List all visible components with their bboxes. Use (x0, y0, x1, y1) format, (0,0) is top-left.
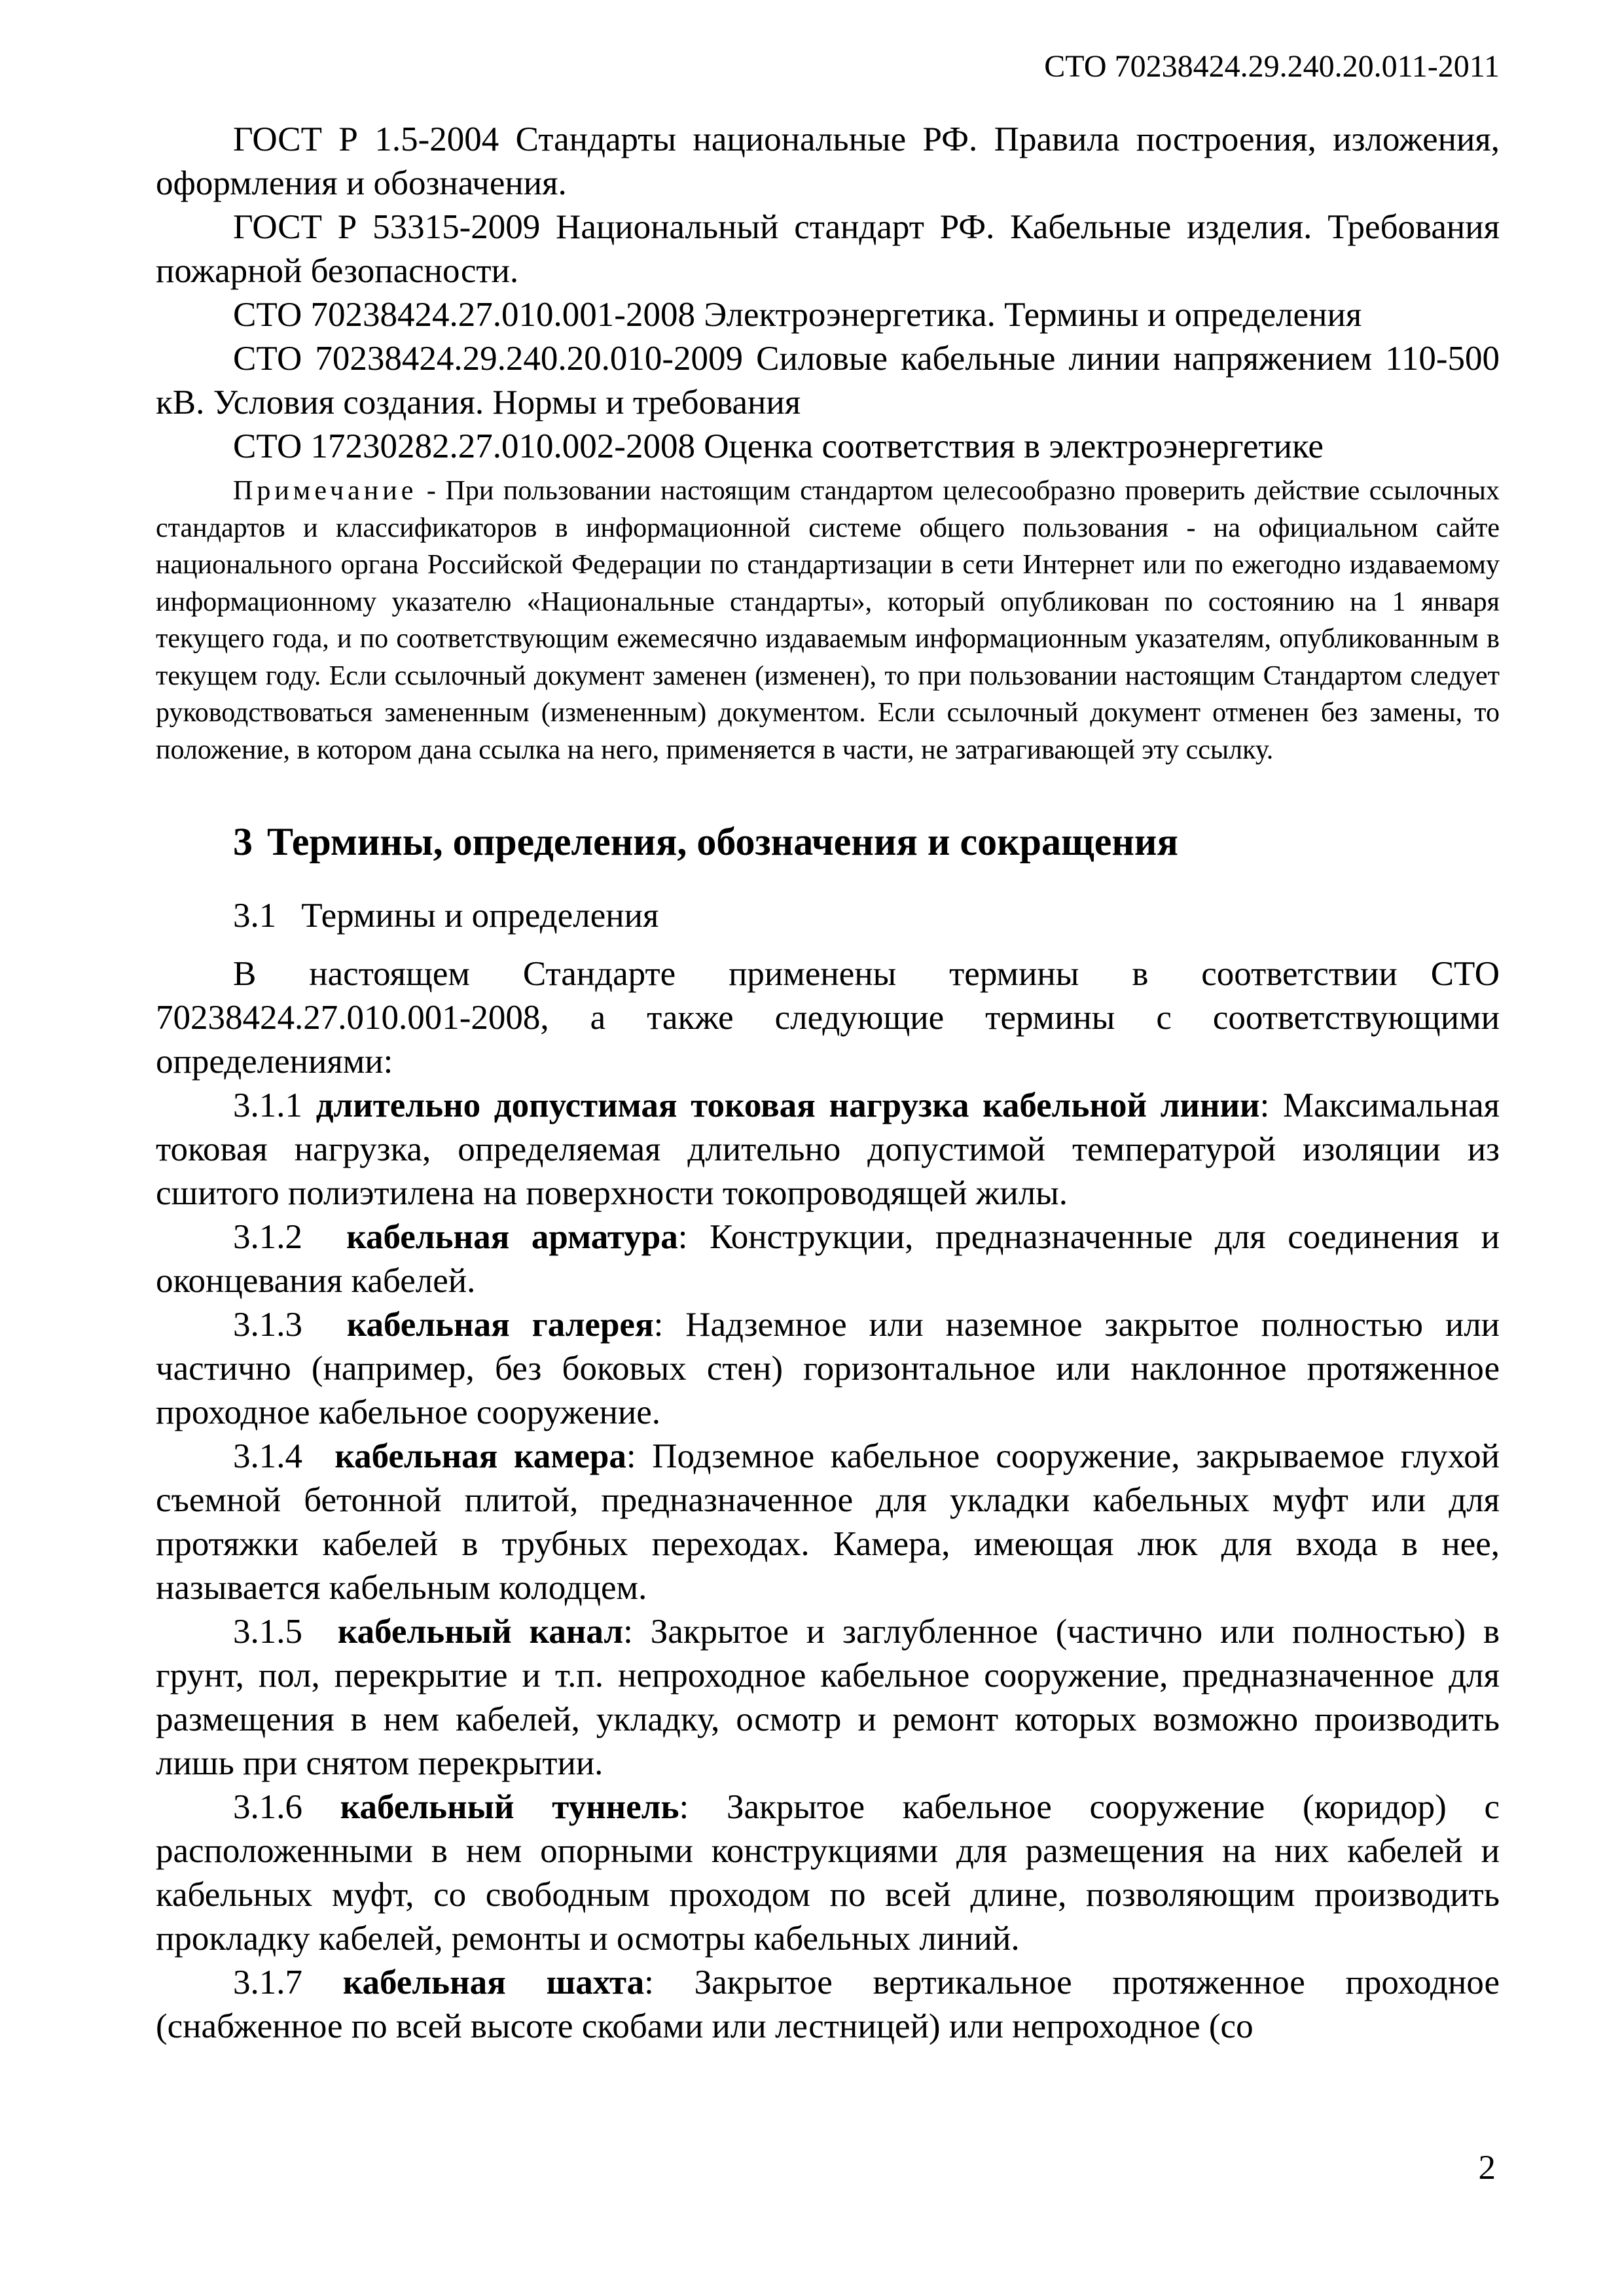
note-label: Примечание (233, 476, 418, 506)
term-name: кабельная арматура (346, 1218, 678, 1256)
term-entry (156, 1785, 1500, 1961)
intro-paragraph (156, 952, 1500, 1084)
term-entry (156, 1084, 1500, 1215)
term-entry (156, 1303, 1500, 1435)
term-number: 3.1.5 (233, 1613, 302, 1651)
term-entry (156, 1435, 1500, 1610)
term-name: кабельная шахта (342, 1964, 645, 2001)
term-name: кабельный канал (337, 1613, 624, 1651)
term-entry (156, 1961, 1500, 2049)
term-number: 3.1.4 (233, 1437, 302, 1475)
page-content (156, 118, 1500, 2049)
reference-sto-27-010-002: СТО 17230282.27.010.002-2008 Оценка соответствия в электроэнергетике (233, 427, 1324, 465)
note-text: - При пользовании настоящим стандартом целесообразно проверить действие ссылочных стандартов и классификаторов в информационной системе общего пользования - на официальном сайте национального органа Российской Федерации по стандартизации в сети Интернет или по ежегодно издаваемому информационному указателю «Национальные стандарты», который опубликован по состоянию на 1 января текущего года, и по соответствующим ежемесячно издаваемым информационным указателям, опубликованным в текущем году. Если ссылочный документ заменен (изменен), то при пользовании настоящим Стандартом следует руководствоваться замененным (измененным) документом. Если ссылочный документ отменен без замены, то положение, в котором дана ссылка на него, применяется в части, не затрагивающей эту ссылку. (156, 476, 1500, 765)
term-entry (156, 1610, 1500, 1785)
term-name: кабельная камера (334, 1437, 626, 1475)
subsection-number: 3.1 (233, 897, 277, 935)
document-code-header: СТО 70238424.29.240.20.011-2011 (1044, 49, 1500, 84)
term-definition: : Закрытое кабельное сооружение (коридор) с расположенными в нем опорными конструкциями для размещения на них кабелей и кабельных муфт, со свободным проходом по всей длине, позволяющим производить прокладку кабелей, ремонты и осмотры кабельных линий. (156, 1788, 1500, 1958)
term-number: 3.1.7 (233, 1964, 302, 2001)
reference-sto-29-240-20-010: СТО 70238424.29.240.20.010-2009 Силовые кабельные линии напряжением 110-500 кВ. Условия создания. Нормы и требования (156, 340, 1500, 422)
section-title: Термины, определения, обозначения и сокращения (267, 820, 1178, 863)
term-name: длительно допустимая токовая нагрузка кабельной линии (316, 1086, 1260, 1124)
term-entry (156, 1215, 1500, 1303)
term-number: 3.1.3 (233, 1306, 302, 1344)
subsection-title: Термины и определения (301, 897, 659, 935)
term-name: кабельный туннель (340, 1788, 679, 1826)
section-number: 3 (233, 820, 253, 863)
term-name: кабельная галерея (346, 1306, 654, 1344)
term-definition: : Надземное или наземное закрытое полностью или частично (например, без боковых стен) горизонтальное или наклонное протяженное проходное кабельное сооружение. (156, 1306, 1500, 1431)
term-definition: : Закрытое и заглубленное (частично или полностью) в грунт, пол, перекрытие и т.п. непроходное кабельное сооружение, предназначенное для размещения в нем кабелей, укладку, осмотр и ремонт которых возможно производить лишь при снятом перекрытии. (156, 1613, 1500, 1782)
intro-lead: В настоящем Стандарте применены термины в соответствии (233, 955, 1398, 993)
note-paragraph (156, 473, 1500, 768)
reference-gost-1-5: ГОСТ Р 1.5-2004 Стандарты национальные РФ. Правила построения, изложения, оформления и обозначения. (156, 120, 1500, 202)
term-definition: : Максимальная токовая нагрузка, определяемая длительно допустимой температурой изоляции из сшитого полиэтилена на поверхности токопроводящей жилы. (156, 1086, 1500, 1212)
page-number: 2 (1478, 2149, 1496, 2187)
intro-rest: СТО 70238424.27.010.001-2008, а также следующие термины с соответствующими определениями: (156, 955, 1500, 1081)
term-definition: : Закрытое вертикальное протяженное проходное (снабженное по всей высоте скобами или лестницей) или непроходное (со (156, 1964, 1500, 2045)
term-number: 3.1.1 (233, 1086, 302, 1124)
term-number: 3.1.6 (233, 1788, 302, 1826)
reference-gost-53315: ГОСТ Р 53315-2009 Национальный стандарт РФ. Кабельные изделия. Требования пожарной безопасности. (156, 208, 1500, 290)
section-heading (156, 816, 1500, 868)
reference-sto-27-010-001: СТО 70238424.27.010.001-2008 Электроэнергетика. Термины и определения (233, 296, 1362, 334)
term-definition: : Конструкции, предназначенные для соединения и оконцевания кабелей. (156, 1218, 1500, 1300)
term-number: 3.1.2 (233, 1218, 302, 1256)
subsection-heading (156, 894, 1500, 938)
term-definition: : Подземное кабельное сооружение, закрываемое глухой съемной бетонной плитой, предназначенное для укладки кабельных муфт или для протяжки кабелей в трубных переходах. Камера, имеющая люк для входа в нее, называется кабельным колодцем. (156, 1437, 1500, 1607)
